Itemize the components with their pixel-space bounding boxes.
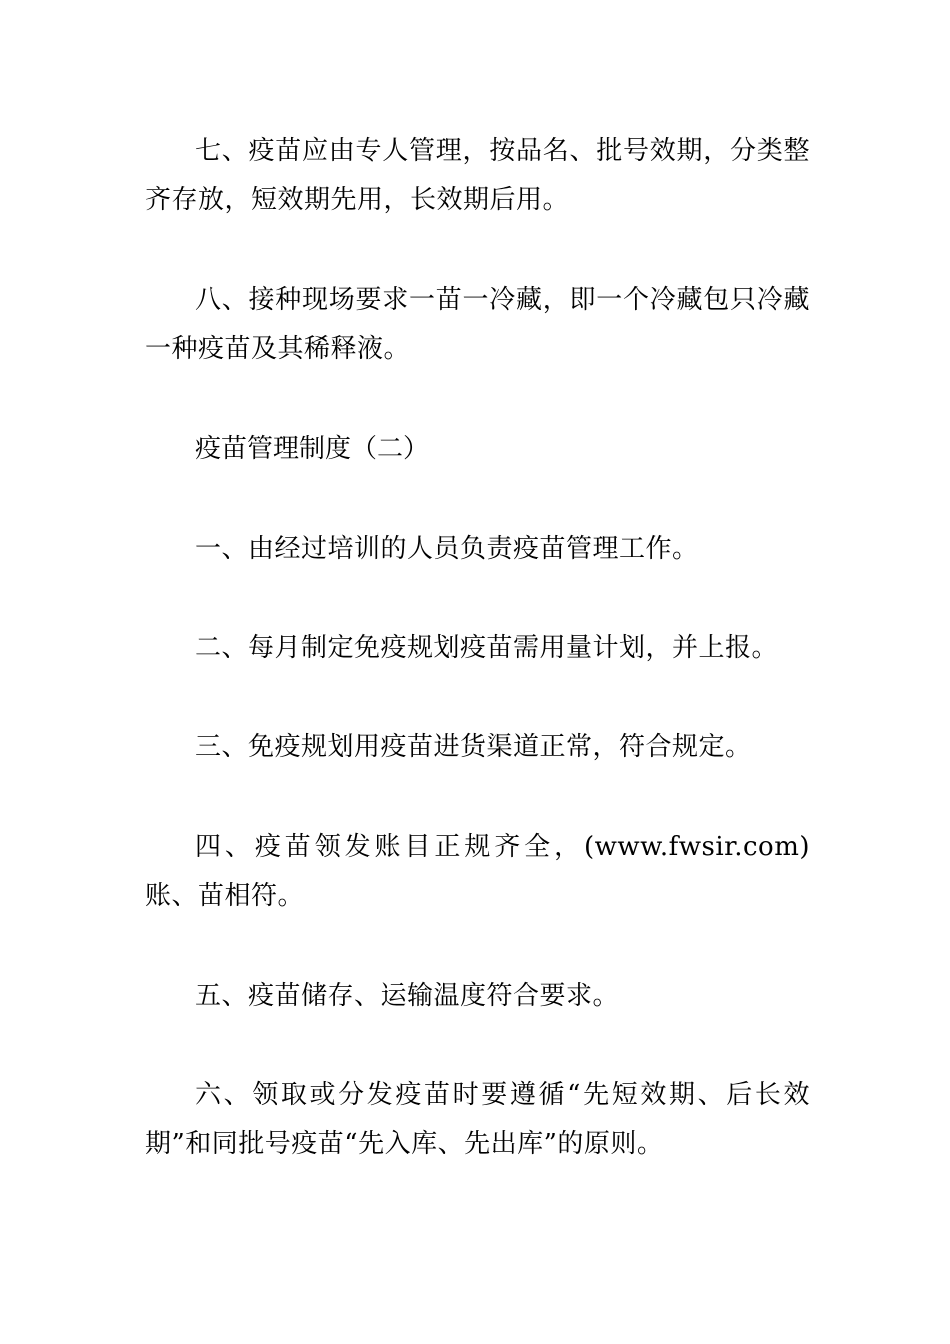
paragraph-item-3: 三、免疫规划用疫苗进货渠道正常，符合规定。 bbox=[195, 732, 752, 762]
paragraph-item-5: 五、疫苗储存、运输温度符合要求。 bbox=[195, 981, 620, 1011]
paragraph-item-7: 七、疫苗应由专人管理，按品名、批号效期，分类整齐存放，短效期先用，长效期后用。 bbox=[145, 136, 810, 215]
paragraph-item-8: 八、接种现场要求一苗一冷藏，即一个冷藏包只冷藏一种疫苗及其稀释液。 bbox=[145, 285, 810, 364]
paragraph-item-2: 二、每月制定免疫规划疫苗需用量计划，并上报。 bbox=[195, 633, 779, 663]
paragraph-item-4: 四、疫苗领发账目正规齐全，(www.fwsir.com)账、苗相符。 bbox=[145, 832, 810, 911]
paragraph-item-1: 一、由经过培训的人员负责疫苗管理工作。 bbox=[195, 534, 699, 564]
paragraph-item-6: 六、领取或分发疫苗时要遵循“先短效期、后长效期”和同批号疫苗“先入库、先出库”的原则。 bbox=[145, 1080, 810, 1159]
section-heading: 疫苗管理制度（二） bbox=[195, 434, 430, 464]
